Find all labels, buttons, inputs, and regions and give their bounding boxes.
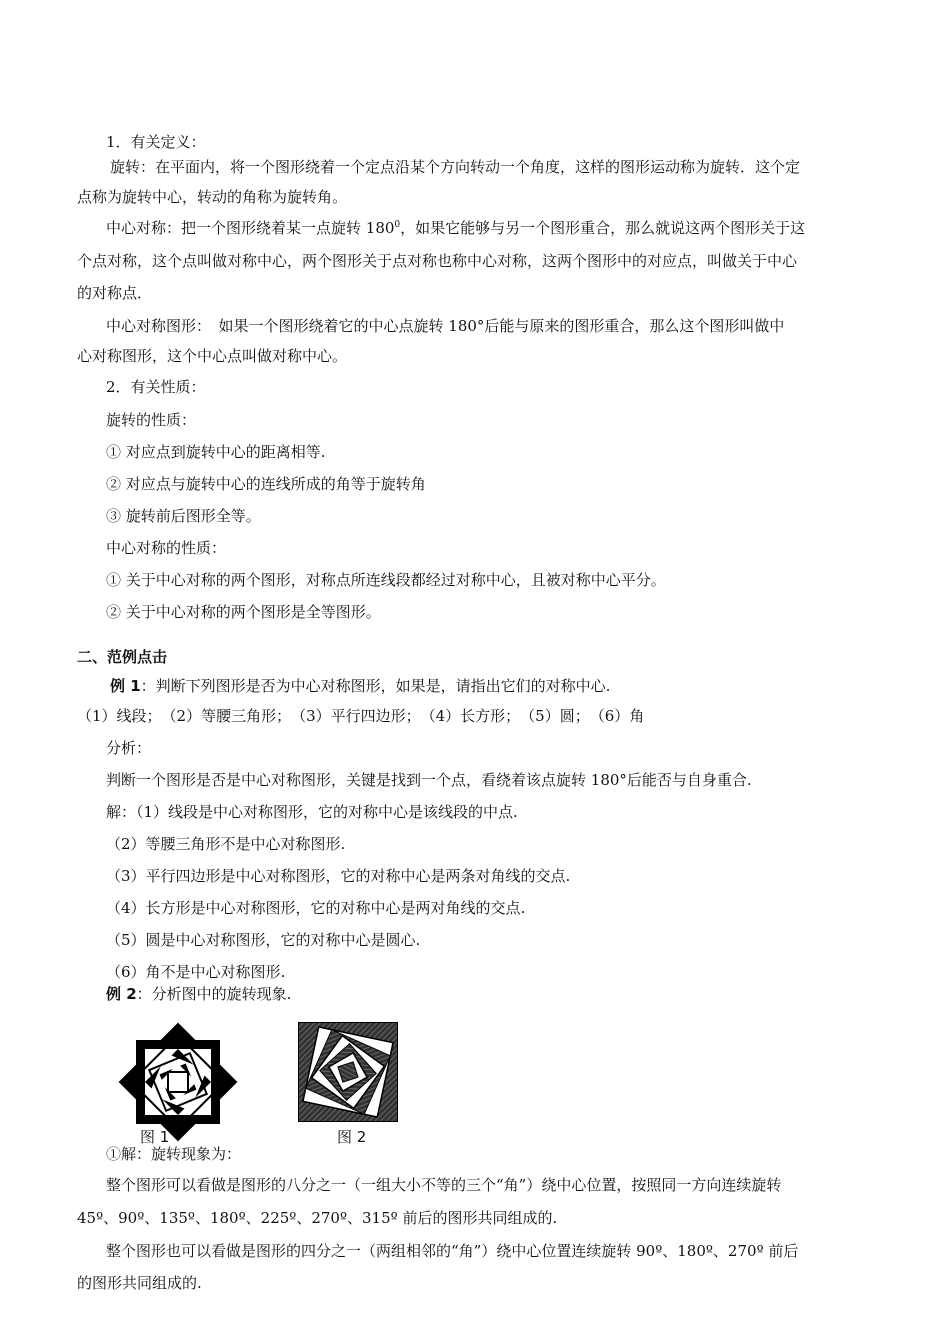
example2-solution-heading: ①解：旋转现象为： <box>106 1145 242 1163</box>
solution-line: （4）长方形是中心对称图形，它的对称中心是两对角线的交点. <box>106 899 526 917</box>
example2-solution-p2-line1: 整个图形也可以看做是图形的四分之一（两组相邻的“角”）绕中心位置连续旋转 90º、180º、270º 前后 <box>106 1242 799 1260</box>
central-symmetry-definition-line2: 个点对称，这个点叫做对称中心，两个图形关于点对称也称中心对称，这两个图形中的对应点，叫做关于中心 <box>77 252 798 270</box>
rotation-definition-line2: 点称为旋转中心，转动的角称为旋转角。 <box>77 188 348 206</box>
solution-line: （5）圆是中心对称图形，它的对称中心是圆心. <box>106 931 421 949</box>
analysis-text: 判断一个图形是否是中心对称图形，关键是找到一个点，看绕着该点旋转 180°后能否与自身重合. <box>106 771 752 789</box>
solution-line: （3）平行四边形是中心对称图形，它的对称中心是两条对角线的交点. <box>106 867 571 885</box>
example2-solution-p2-line2: 的图形共同组成的. <box>77 1274 202 1292</box>
rotation-property-item: ③ 旋转前后图形全等。 <box>106 507 261 525</box>
central-symmetry-definition-line1: 中心对称：把一个图形绕着某一点旋转 $180^0$，如果它能够与另一个图形重合，那么就说这两个图形关于这 <box>106 219 806 237</box>
symmetric-figure-definition-line2: 心对称图形，这个中心点叫做对称中心。 <box>77 347 348 365</box>
central-property-item: ① 关于中心对称的两个图形，对称点所连线段都经过对称中心，且被对称中心平分。 <box>106 571 666 589</box>
example2-solution-p1-line2: 45º、90º、135º、180º、225º、270º、315º 前后的图形共同组成的. <box>77 1209 558 1227</box>
symmetric-figure-definition-line1: 中心对称图形： 如果一个图形绕着它的中心点旋转 180°后能与原来的图形重合，那么这个图形叫做中 <box>106 317 785 335</box>
example1-options: （1）线段； （2）等腰三角形； （3）平行四边形； （4）长方形； （5）圆； （6）角 <box>77 707 645 725</box>
solution-line: （2）等腰三角形不是中心对称图形. <box>106 835 346 853</box>
figure-2-spiral-squares <box>298 1022 398 1122</box>
rotation-definition-line1: 旋转：在平面内，将一个图形绕着一个定点沿某个方向转动一个角度，这样的图形运动称为旋转．这个定 <box>110 158 801 176</box>
section-title: 二、范例点击 <box>77 648 168 666</box>
figure-1-rotated-squares <box>118 1022 238 1142</box>
figure-1-caption: 图 1 <box>140 1128 170 1146</box>
central-symmetry-definition-line3: 的对称点． <box>77 284 153 302</box>
properties-heading: 2．有关性质： <box>106 378 206 396</box>
example2-solution-p1-line1: 整个图形可以看做是图形的八分之一（一组大小不等的三个“角”）绕中心位置，按照同一方向连续旋转 <box>106 1176 782 1194</box>
central-properties-heading: 中心对称的性质： <box>106 539 227 557</box>
analysis-label: 分析： <box>106 739 152 757</box>
solution-line: （6）角不是中心对称图形. <box>106 963 286 981</box>
example2-prompt: 例 2：分析图中的旋转现象. <box>106 985 292 1003</box>
figure-2-caption: 图 2 <box>337 1128 367 1146</box>
rotation-property-item: ① 对应点到旋转中心的距离相等. <box>106 443 326 461</box>
rotation-properties-heading: 旋转的性质： <box>106 411 197 429</box>
definitions-heading: 1．有关定义： <box>106 133 206 151</box>
rotation-property-item: ② 对应点与旋转中心的连线所成的角等于旋转角 <box>106 475 426 493</box>
example1-prompt: 例 1：判断下列图形是否为中心对称图形，如果是，请指出它们的对称中心. <box>110 677 611 695</box>
central-property-item: ② 关于中心对称的两个图形是全等图形。 <box>106 603 381 621</box>
solution-line: 解：（1）线段是中心对称图形，它的对称中心是该线段的中点. <box>106 803 518 821</box>
